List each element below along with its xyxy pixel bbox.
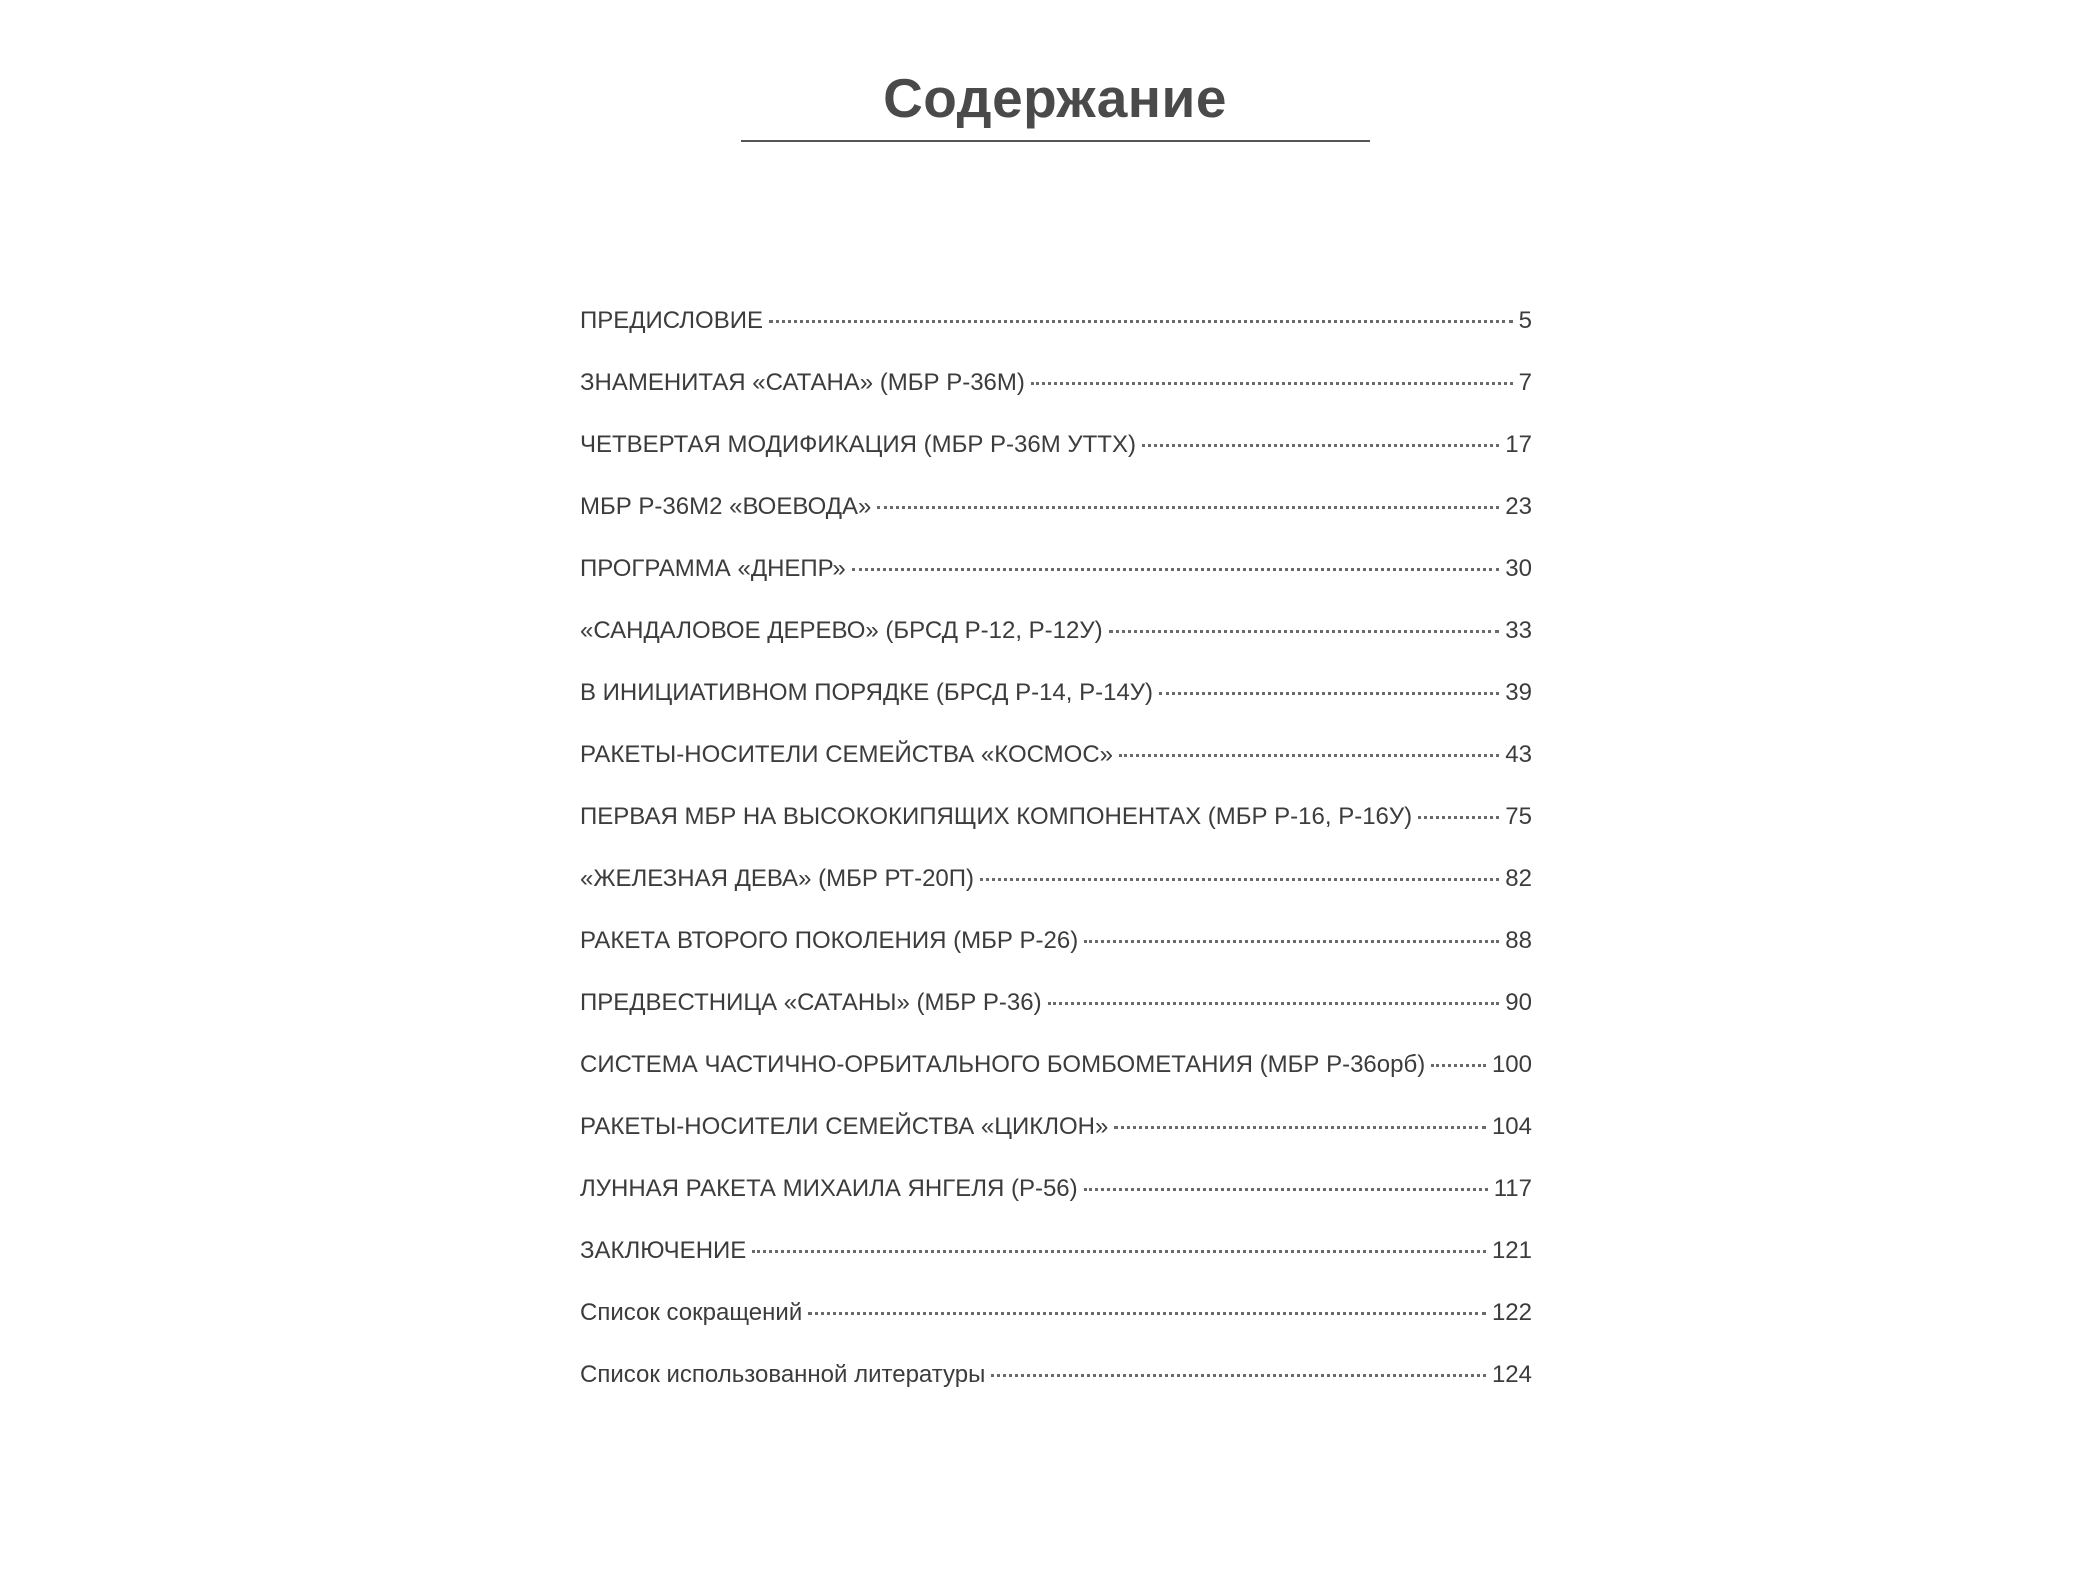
- toc-entry-title: ПРЕДВЕСТНИЦА «САТАНЫ» (МБР Р-36): [580, 989, 1042, 1016]
- toc-entry-title: ПРЕДИСЛОВИЕ: [580, 307, 763, 334]
- dot-leader: [808, 1312, 1486, 1315]
- toc-entry[interactable]: [580, 1297, 1532, 1359]
- toc-entry-page: 124: [1491, 1361, 1532, 1388]
- toc-entry-title: РАКЕТЫ-НОСИТЕЛИ СЕМЕЙСТВА «КОСМОС»: [580, 741, 1114, 768]
- dot-leader: [1142, 444, 1499, 447]
- toc-entry[interactable]: [580, 367, 1532, 429]
- dot-leader: [769, 320, 1513, 323]
- toc-entry[interactable]: [580, 925, 1532, 987]
- dot-leader: [1084, 940, 1499, 943]
- toc-entry-title: Список сокращений: [580, 1299, 803, 1326]
- toc-entry-page: 82: [1505, 865, 1532, 892]
- toc-entry-title: МБР Р-36М2 «ВОЕВОДА»: [580, 493, 872, 520]
- toc-entry[interactable]: [580, 863, 1532, 925]
- dot-leader: [1084, 1188, 1488, 1191]
- toc-entry-title: РАКЕТЫ-НОСИТЕЛИ СЕМЕЙСТВА «ЦИКЛОН»: [580, 1113, 1109, 1140]
- dot-leader: [1031, 382, 1513, 385]
- dot-leader: [980, 878, 1499, 881]
- toc-entry-title: Список использованной литературы: [580, 1361, 986, 1388]
- toc-entry[interactable]: [580, 801, 1532, 863]
- toc-entry-page: 122: [1491, 1299, 1532, 1326]
- toc-entry-page: 75: [1505, 803, 1532, 830]
- toc-entry-page: 39: [1505, 679, 1532, 706]
- toc-entry-page: 23: [1505, 493, 1532, 520]
- page-title: Содержание: [883, 67, 1227, 129]
- toc-entry-page: 88: [1505, 927, 1532, 954]
- toc-entry[interactable]: [580, 1235, 1532, 1297]
- toc-entry-page: 30: [1505, 555, 1532, 582]
- toc-entry[interactable]: [580, 739, 1532, 801]
- toc-entry[interactable]: [580, 1049, 1532, 1111]
- toc-entry-page: 100: [1491, 1051, 1532, 1078]
- title-underline: [741, 140, 1370, 142]
- dot-leader: [1431, 1064, 1486, 1067]
- toc-entry-page: 5: [1518, 307, 1532, 334]
- toc-entry-title: РАКЕТА ВТОРОГО ПОКОЛЕНИЯ (МБР Р-26): [580, 927, 1079, 954]
- toc-entry-page: 7: [1518, 369, 1532, 396]
- toc-entry-title: ЧЕТВЕРТАЯ МОДИФИКАЦИЯ (МБР Р-36М УТТХ): [580, 431, 1136, 458]
- toc-entry-page: 33: [1505, 617, 1532, 644]
- toc-entry[interactable]: [580, 1111, 1532, 1173]
- toc-entry-title: ЗАКЛЮЧЕНИЕ: [580, 1237, 747, 1264]
- dot-leader: [1048, 1002, 1500, 1005]
- toc-entry-page: 117: [1493, 1175, 1532, 1202]
- toc-entry-title: В ИНИЦИАТИВНОМ ПОРЯДКЕ (БРСД Р-14, Р-14У): [580, 679, 1154, 706]
- toc-entry[interactable]: [580, 677, 1532, 739]
- dot-leader: [1159, 692, 1499, 695]
- toc-entry-page: 104: [1491, 1113, 1532, 1140]
- dot-leader: [1119, 754, 1499, 757]
- toc-entry[interactable]: [580, 987, 1532, 1049]
- toc-entry-page: 43: [1505, 741, 1532, 768]
- toc-entry[interactable]: [580, 429, 1532, 491]
- toc-entry-page: 121: [1491, 1237, 1532, 1264]
- toc-entry-title: «САНДАЛОВОЕ ДЕРЕВО» (БРСД Р-12, Р-12У): [580, 617, 1103, 644]
- dot-leader: [852, 568, 1500, 571]
- toc-entry-page: 17: [1505, 431, 1532, 458]
- toc-entry[interactable]: [580, 1173, 1532, 1235]
- toc-entry-title: СИСТЕМА ЧАСТИЧНО-ОРБИТАЛЬНОГО БОМБОМЕТАНИЯ (МБР Р-36орб): [580, 1051, 1426, 1078]
- dot-leader: [752, 1250, 1486, 1253]
- toc-entry-title: ПЕРВАЯ МБР НА ВЫСОКОКИПЯЩИХ КОМПОНЕНТАХ (МБР Р-16, Р-16У): [580, 803, 1413, 830]
- toc-entry-title: ПРОГРАММА «ДНЕПР»: [580, 555, 846, 582]
- toc-entry-title: «ЖЕЛЕЗНАЯ ДЕВА» (МБР РТ-20П): [580, 865, 975, 892]
- toc-entry-page: 90: [1505, 989, 1532, 1016]
- toc-entry-title: ЗНАМЕНИТАЯ «САТАНА» (МБР Р-36М): [580, 369, 1025, 396]
- table-of-contents: [580, 305, 1532, 1421]
- dot-leader: [1109, 630, 1500, 633]
- toc-entry[interactable]: [580, 491, 1532, 553]
- toc-entry[interactable]: [580, 615, 1532, 677]
- toc-entry[interactable]: [580, 1359, 1532, 1421]
- dot-leader: [877, 506, 1499, 509]
- dot-leader: [1418, 816, 1499, 819]
- toc-entry[interactable]: [580, 553, 1532, 615]
- dot-leader: [991, 1374, 1486, 1377]
- toc-entry-title: ЛУННАЯ РАКЕТА МИХАИЛА ЯНГЕЛЯ (Р-56): [580, 1175, 1078, 1202]
- toc-entry[interactable]: [580, 305, 1532, 367]
- dot-leader: [1114, 1126, 1486, 1129]
